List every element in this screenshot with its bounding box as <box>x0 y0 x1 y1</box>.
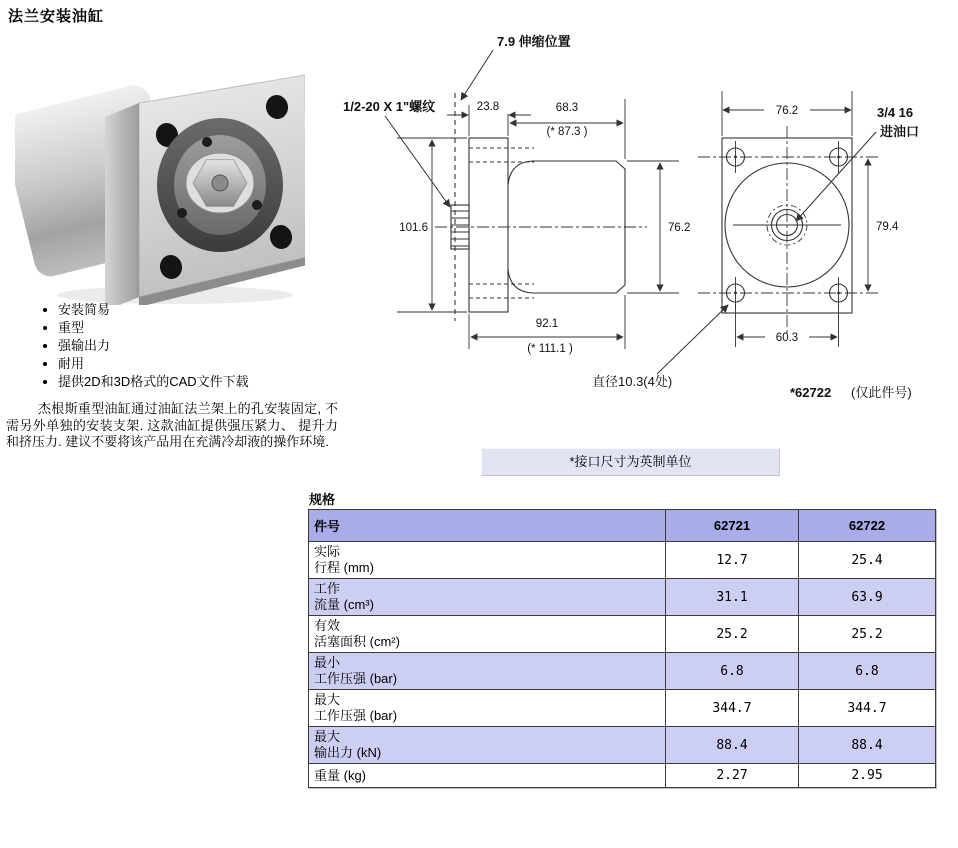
table-row <box>309 727 936 764</box>
leader-lines <box>657 132 876 374</box>
dim-bolt-height: 79.4 <box>876 221 899 233</box>
page-title: 法兰安装油缸 <box>8 8 105 25</box>
technical-drawing <box>335 15 958 440</box>
spec-value: 25.2 <box>666 616 799 653</box>
header-part-62722: 62722 <box>799 510 936 542</box>
spec-value: 344.7 <box>799 690 936 727</box>
port-thread-label: 3/4 16 <box>877 105 914 120</box>
feature-item: • 强输出力 <box>58 337 249 355</box>
stud-end <box>212 175 228 191</box>
dim-flange-thickness: 23.8 <box>476 101 500 113</box>
feature-list <box>24 301 249 391</box>
specs-table <box>308 509 936 788</box>
header-part-no: 件号 <box>309 510 666 542</box>
specs-caption: 规格 <box>309 492 336 507</box>
dim-bolt-span: 60.3 <box>775 332 799 344</box>
dim-overall-length: 92.1 <box>535 318 559 330</box>
spec-value: 88.4 <box>666 727 799 764</box>
right-view <box>657 91 880 374</box>
left-view <box>385 50 679 349</box>
spec-value: 25.2 <box>799 616 936 653</box>
feature-item: • 重型 <box>58 319 249 337</box>
spec-value: 25.4 <box>799 542 936 579</box>
model-number-note: *62722 <box>790 385 832 400</box>
oil-port-label: 进油口 <box>880 124 920 139</box>
feature-item: • 安装简易 <box>58 301 249 319</box>
bolt-hole-note: 直径10.3(4处) <box>592 374 673 389</box>
header-part-62721: 62721 <box>666 510 799 542</box>
feature-item: • 耐用 <box>58 355 249 373</box>
spec-value: 31.1 <box>666 579 799 616</box>
model-number-note-suffix: (仅此件号) <box>851 385 912 400</box>
table-header-row <box>309 510 936 542</box>
spec-label: 实际 行程 (mm) <box>309 542 666 579</box>
thread-hatch <box>451 211 469 246</box>
table-row <box>309 616 936 653</box>
rod-thread-label: 1/2-20 X 1"螺纹 <box>343 99 436 114</box>
spec-label: 最小 工作压强 (bar) <box>309 653 666 690</box>
spec-value: 12.7 <box>666 542 799 579</box>
dim-flange-height: 101.6 <box>399 222 428 234</box>
spec-label: 有效 活塞面积 (cm²) <box>309 616 666 653</box>
description-paragraph: 杰根斯重型油缸通过油缸法兰架上的孔安装固定, 不需另外单独的安装支架. 这款油缸提供强压紧力、 提升力和挤压力. 建议不要将该产品用在充满冷却液的操作环境. <box>6 401 338 449</box>
table-row <box>309 764 936 788</box>
units-note-bar: *接口尺寸为英制单位 <box>481 448 780 476</box>
retract-position-label: 7.9 伸缩位置 <box>497 34 571 49</box>
table-row <box>309 690 936 727</box>
dim-body-length-alt: (* 87.3 ) <box>546 126 588 138</box>
spec-value: 63.9 <box>799 579 936 616</box>
flange-side <box>105 103 139 305</box>
dimension-lines <box>397 99 679 349</box>
dim-overall-length-alt: (* 111.1 ) <box>527 343 573 355</box>
spec-value: 344.7 <box>666 690 799 727</box>
dim-body-diameter: 76.2 <box>668 222 691 234</box>
table-row <box>309 579 936 616</box>
dim-body-length: 68.3 <box>555 102 579 114</box>
spec-value: 88.4 <box>799 727 936 764</box>
spec-label: 最大 输出力 (kN) <box>309 727 666 764</box>
spec-value: 6.8 <box>799 653 936 690</box>
spec-label: 工作 流量 (cm³) <box>309 579 666 616</box>
spec-label: 最大 工作压强 (bar) <box>309 690 666 727</box>
table-row <box>309 542 936 579</box>
product-photo <box>15 55 305 305</box>
spec-value: 2.27 <box>666 764 799 788</box>
feature-item: • 提供2D和3D格式的CAD文件下载 <box>58 373 249 391</box>
table-row <box>309 653 936 690</box>
spec-value: 6.8 <box>666 653 799 690</box>
dim-bolt-width: 76.2 <box>775 105 799 117</box>
spec-value: 2.95 <box>799 764 936 788</box>
spec-label: 重量 (kg) <box>309 764 666 788</box>
leader-lines <box>385 50 493 207</box>
